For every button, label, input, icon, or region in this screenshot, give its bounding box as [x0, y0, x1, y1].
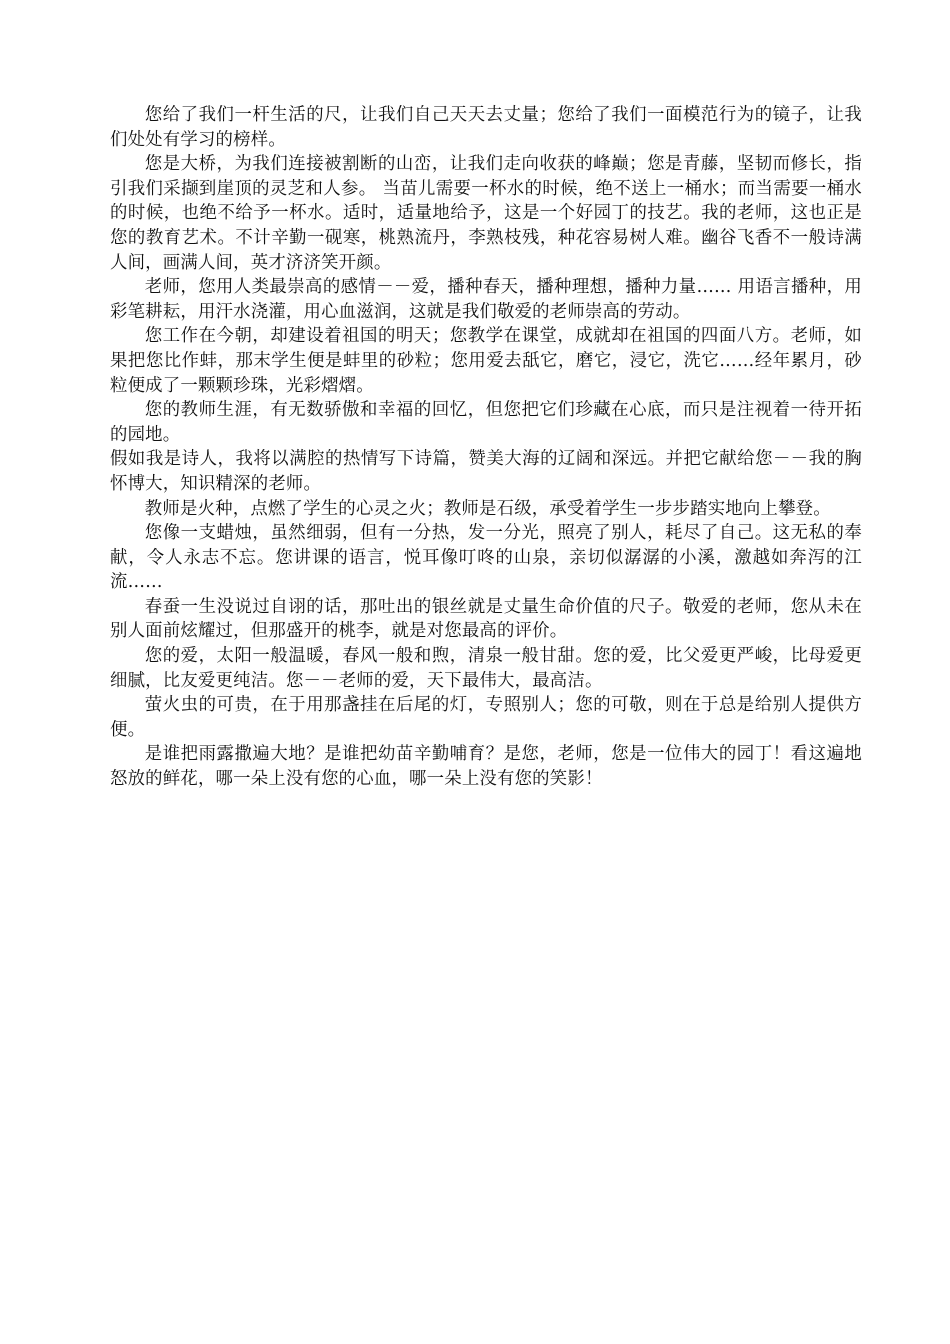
paragraph-9: 春蚕一生没说过自诩的话，那吐出的银丝就是丈量生命价值的尺子。敬爱的老师，您从未在别人面前炫耀过，但那盛开的桃李，就是对您最高的评价。: [110, 596, 862, 642]
paragraph-5: 您的教师生涯，有无数骄傲和幸福的回忆，但您把它们珍藏在心底，而只是注视着一待开拓的园地。: [110, 400, 862, 445]
paragraph-3: 老师，您用人类最崇高的感情－－爱，播种春天，播种理想，播种力量…… 用语言播种，用彩笔耕耘，用汗水浇灌，用心血滋润，这就是我们敬爱的老师崇高的劳动。: [110, 277, 862, 322]
paragraph-4: 您工作在今朝，却建设着祖国的明天；您教学在课堂，成就却在祖国的四面八方。老师，如果把您比作蚌，那末学生便是蚌里的砂粒；您用爱去舐它，磨它，浸它，洗它……经年累月，砂粒便成了一颗颗珍珠，光彩熠熠。: [110, 326, 862, 396]
paragraph-10: 您的爱，太阳一般温暖，春风一般和煦，清泉一般甘甜。您的爱，比父爱更严峻，比母爱更细腻，比友爱更纯洁。您－－老师的爱，天下最伟大，最高洁。: [110, 646, 862, 691]
paragraph-2: 您是大桥，为我们连接被割断的山峦，让我们走向收获的峰巅；您是青藤，坚韧而修长，指引我们采撷到崖顶的灵芝和人参。 当苗儿需要一杯水的时候，绝不送上一桶水；而当需要一桶水的时候，也绝不给予一杯水。适时，适量地给予，这是一个好园丁的技艺。我的老师，这也正是您的教育艺术。不计辛勤一砚寒，桃熟流丹，李熟枝残，种花容易树人难。幽谷飞香不一般诗满人间，画满人间，英才济济笑开颜。: [110, 154, 862, 273]
paragraph-8: 您像一支蜡烛，虽然细弱，但有一分热，发一分光，照亮了别人，耗尽了自己。这无私的奉献，令人永志不忘。您讲课的语言，悦耳像叮咚的山泉，亲切似潺潺的小溪，激越如奔泻的江流……: [110, 523, 862, 593]
paragraph-6: 假如我是诗人，我将以满腔的热情写下诗篇，赞美大海的辽阔和深远。并把它献给您－－我的胸怀博大，知识精深的老师。: [110, 449, 862, 494]
paragraph-11: 萤火虫的可贵，在于用那盏挂在后尾的灯，专照别人；您的可敬，则在于总是给别人提供方便。: [110, 695, 862, 740]
paragraph-7: 教师是火种，点燃了学生的心灵之火；教师是石级，承受着学生一步步踏实地向上攀登。: [144, 498, 831, 519]
document-body: [110, 103, 862, 792]
paragraph-12: 是谁把雨露撒遍大地？是谁把幼苗辛勤哺育？是您，老师，您是一位伟大的园丁！看这遍地怒放的鲜花，哪一朵上没有您的心血，哪一朵上没有您的笑影！: [110, 744, 862, 790]
paragraph-1: 您给了我们一杆生活的尺，让我们自己天天去丈量；您给了我们一面模范行为的镜子，让我们处处有学习的榜样。: [110, 105, 862, 150]
